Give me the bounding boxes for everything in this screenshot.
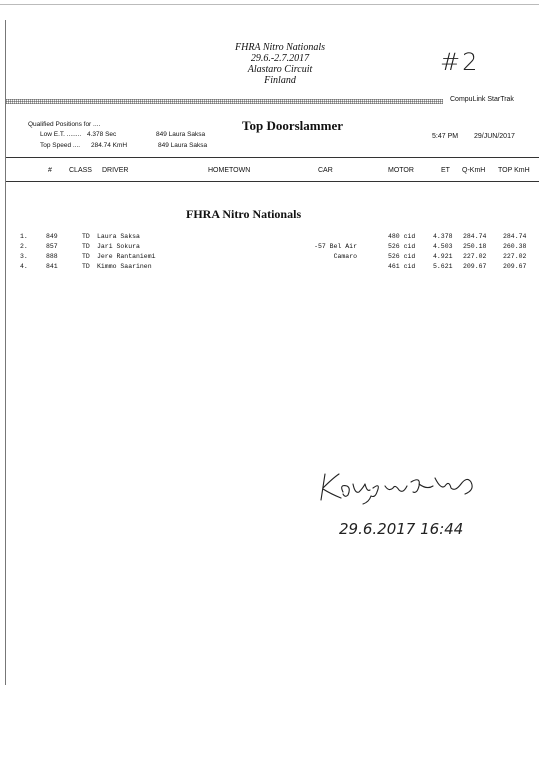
row-class: TD	[82, 233, 90, 240]
top-speed-label: Top Speed ....	[40, 142, 81, 149]
row-qkmh: 209.67	[463, 263, 487, 270]
row-topkmh: 260.38	[503, 243, 527, 250]
col-driver: DRIVER	[102, 167, 129, 174]
event-name: FHRA Nitro Nationals	[234, 42, 325, 53]
row-class: TD	[82, 253, 90, 260]
row-topkmh: 227.02	[503, 253, 527, 260]
dotted-separator-band	[6, 99, 443, 104]
handwritten-signature	[315, 462, 490, 552]
col-qkmh: Q-KmH	[462, 167, 486, 174]
event-dates: 29.6.-2.7.2017	[250, 53, 310, 64]
event-venue: Alastaro Circuit	[247, 64, 313, 75]
row-class: TD	[82, 263, 90, 270]
row-driver: Jari Sokura	[97, 243, 140, 250]
row-position: 1.	[20, 233, 28, 240]
low-et-value: 4.378 Sec	[87, 131, 117, 138]
row-position: 2.	[20, 243, 28, 250]
row-motor: 480 cid	[388, 233, 416, 240]
row-motor: 526 cid	[388, 243, 416, 250]
row-et: 4.921	[433, 253, 453, 260]
row-driver: Jere Rantaniemi	[97, 253, 156, 260]
col-num: #	[48, 167, 52, 174]
row-position: 4.	[20, 263, 28, 270]
col-hometown: HOMETOWN	[208, 167, 251, 174]
scan-left-edge	[5, 20, 6, 685]
top-speed-value: 284.74 KmH	[91, 142, 128, 149]
row-number: 849	[46, 233, 58, 240]
scan-top-edge	[0, 4, 539, 5]
low-et-label: Low E.T. ........	[40, 131, 82, 138]
row-motor: 526 cid	[388, 253, 416, 260]
qualified-title: Qualified Positions for ....	[28, 121, 101, 128]
low-et-driver: 849 Laura Saksa	[156, 131, 206, 138]
row-number: 841	[46, 263, 58, 270]
row-qkmh: 284.74	[463, 233, 487, 240]
col-et: ET	[441, 167, 450, 174]
print-time: 5:47 PM	[432, 133, 459, 140]
row-et: 4.503	[433, 243, 453, 250]
row-topkmh: 209.67	[503, 263, 527, 270]
col-topkmh: TOP KmH	[498, 167, 530, 174]
handwritten-date: 29.6.2017 16:44	[339, 520, 464, 538]
row-qkmh: 227.02	[463, 253, 487, 260]
results-section-title: FHRA Nitro Nationals	[186, 207, 302, 221]
row-et: 5.621	[433, 263, 453, 270]
event-country: Finland	[264, 75, 296, 86]
row-topkmh: 284.74	[503, 233, 527, 240]
row-class: TD	[82, 243, 90, 250]
row-driver: Laura Saksa	[97, 233, 140, 240]
timing-system-brand: CompuLink StarTrak	[450, 96, 514, 103]
print-date: 29/JUN/2017	[474, 133, 515, 140]
row-position: 3.	[20, 253, 28, 260]
row-motor: 461 cid	[388, 263, 416, 270]
header-rule-bottom	[6, 181, 539, 182]
row-car: Camaro	[333, 253, 357, 260]
col-motor: MOTOR	[388, 167, 414, 174]
row-car: -57 Bel Air	[314, 243, 357, 250]
top-speed-driver: 849 Laura Saksa	[158, 142, 208, 149]
class-title: Top Doorslammer	[242, 118, 343, 133]
row-number: 857	[46, 243, 58, 250]
row-et: 4.378	[433, 233, 453, 240]
row-qkmh: 250.18	[463, 243, 487, 250]
handwritten-sheet-number: #2	[440, 48, 480, 76]
row-number: 888	[46, 253, 58, 260]
header-rule-top	[6, 157, 539, 158]
col-class: CLASS	[69, 167, 92, 174]
row-driver: Kimmo Saarinen	[97, 263, 152, 270]
col-car: CAR	[318, 167, 333, 174]
